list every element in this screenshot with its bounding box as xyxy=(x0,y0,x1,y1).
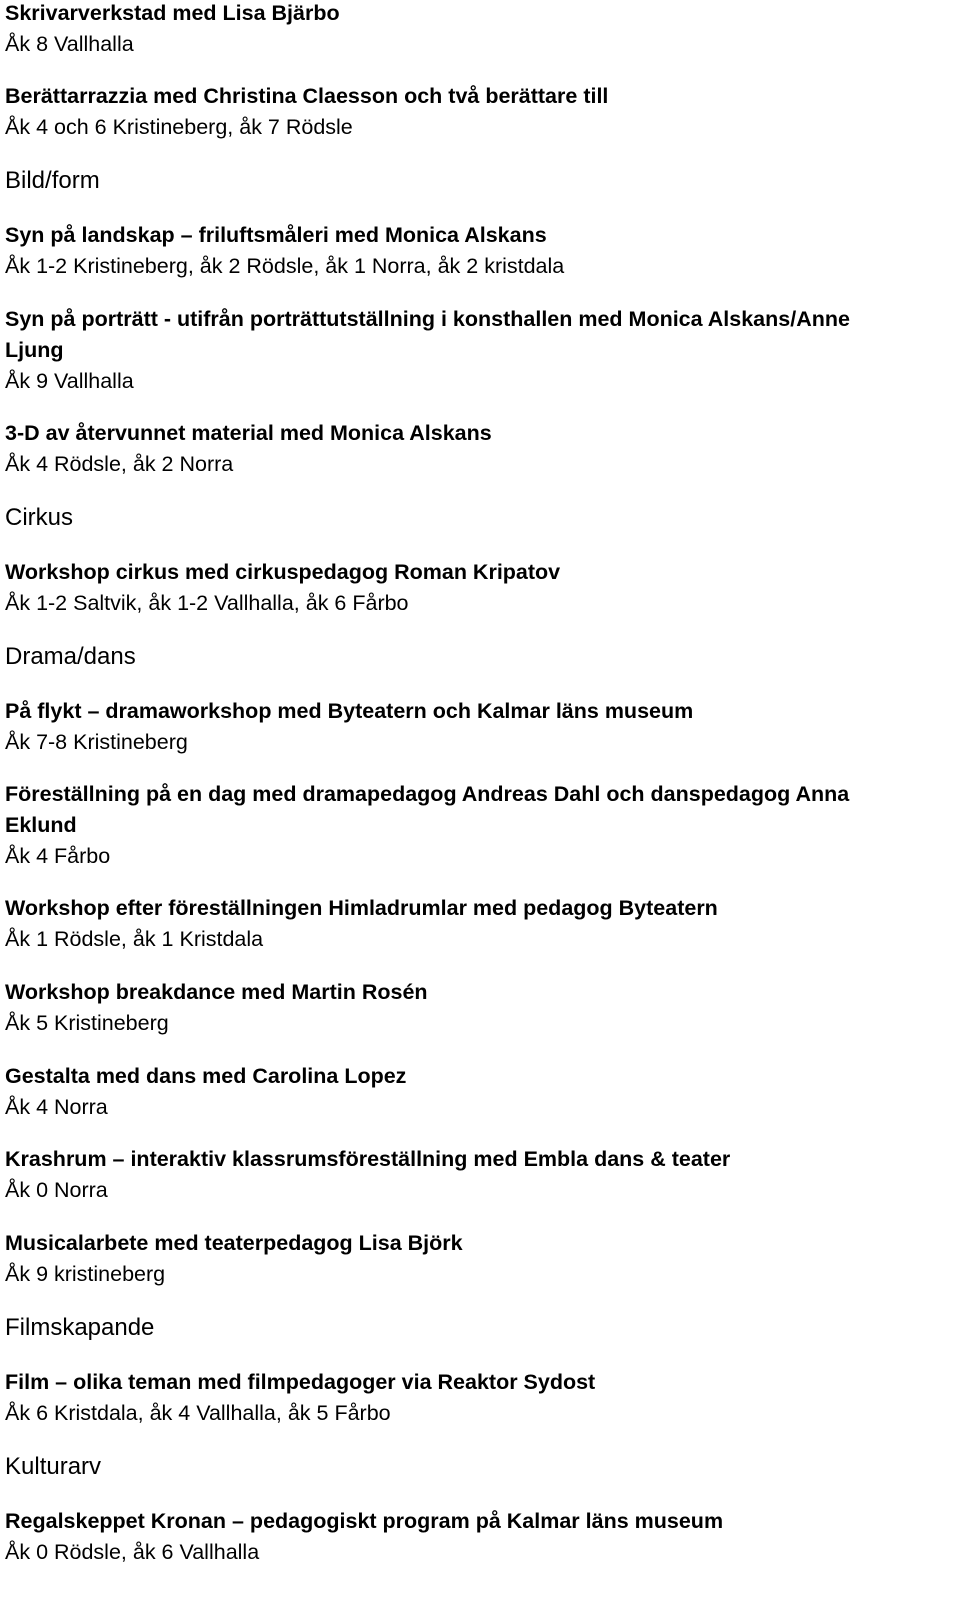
activity-details: Åk 7-8 Kristineberg xyxy=(5,730,188,754)
activity-title: Skrivarverkstad med Lisa Bjärbo xyxy=(5,1,340,25)
section-heading: Bild/form xyxy=(5,167,100,194)
activity-title: Film – olika teman med filmpedagoger via Reaktor Sydost xyxy=(5,1370,596,1394)
activity-title: Syn på porträtt - utifrån porträttutställning i konsthallen med Monica Alskans/Anne xyxy=(5,307,850,331)
activity-title: Workshop breakdance med Martin Rosén xyxy=(5,980,428,1004)
activity-details: Åk 1 Rödsle, åk 1 Kristdala xyxy=(5,927,264,951)
activity-title: Musicalarbete med teaterpedagog Lisa Björk xyxy=(5,1231,463,1255)
activity-details: Åk 4 Fårbo xyxy=(5,844,111,868)
activity-details: Åk 1-2 Kristineberg, åk 2 Rödsle, åk 1 Norra, åk 2 kristdala xyxy=(5,254,565,278)
activity-title: Ljung xyxy=(5,338,64,362)
activity-details: Åk 0 Rödsle, åk 6 Vallhalla xyxy=(5,1540,260,1564)
activity-title: Regalskeppet Kronan – pedagogiskt program på Kalmar läns museum xyxy=(5,1509,724,1533)
activity-details: Åk 0 Norra xyxy=(5,1178,108,1202)
activity-title: På flykt – dramaworkshop med Byteatern och Kalmar läns museum xyxy=(5,699,694,723)
section-heading: Cirkus xyxy=(5,504,74,531)
activity-title: Eklund xyxy=(5,813,77,837)
activity-details: Åk 4 Rödsle, åk 2 Norra xyxy=(5,452,234,476)
activity-title: Gestalta med dans med Carolina Lopez xyxy=(5,1064,407,1088)
activity-details: Åk 4 och 6 Kristineberg, åk 7 Rödsle xyxy=(5,115,353,139)
activity-details: Åk 9 Vallhalla xyxy=(5,369,134,393)
activity-title: Syn på landskap – friluftsmåleri med Monica Alskans xyxy=(5,223,547,247)
activity-title: Föreställning på en dag med dramapedagog Andreas Dahl och danspedagog Anna xyxy=(5,782,850,806)
activity-details: Åk 9 kristineberg xyxy=(5,1262,166,1286)
section-heading: Filmskapande xyxy=(5,1314,155,1341)
section-heading: Drama/dans xyxy=(5,643,136,670)
activity-details: Åk 5 Kristineberg xyxy=(5,1011,169,1035)
activity-details: Åk 1-2 Saltvik, åk 1-2 Vallhalla, åk 6 Fårbo xyxy=(5,591,409,615)
activity-title: Workshop efter föreställningen Himladrumlar med pedagog Byteatern xyxy=(5,896,718,920)
section-heading: Kulturarv xyxy=(5,1453,102,1480)
activity-title: Berättarrazzia med Christina Claesson och två berättare till xyxy=(5,84,609,108)
activity-title: Workshop cirkus med cirkuspedagog Roman Kripatov xyxy=(5,560,561,584)
activity-details: Åk 8 Vallhalla xyxy=(5,32,134,56)
activity-title: Krashrum – interaktiv klassrumsföreställning med Embla dans & teater xyxy=(5,1147,731,1171)
activity-details: Åk 4 Norra xyxy=(5,1095,108,1119)
activity-title: 3-D av återvunnet material med Monica Alskans xyxy=(5,421,492,445)
activity-details: Åk 6 Kristdala, åk 4 Vallhalla, åk 5 Fårbo xyxy=(5,1401,391,1425)
